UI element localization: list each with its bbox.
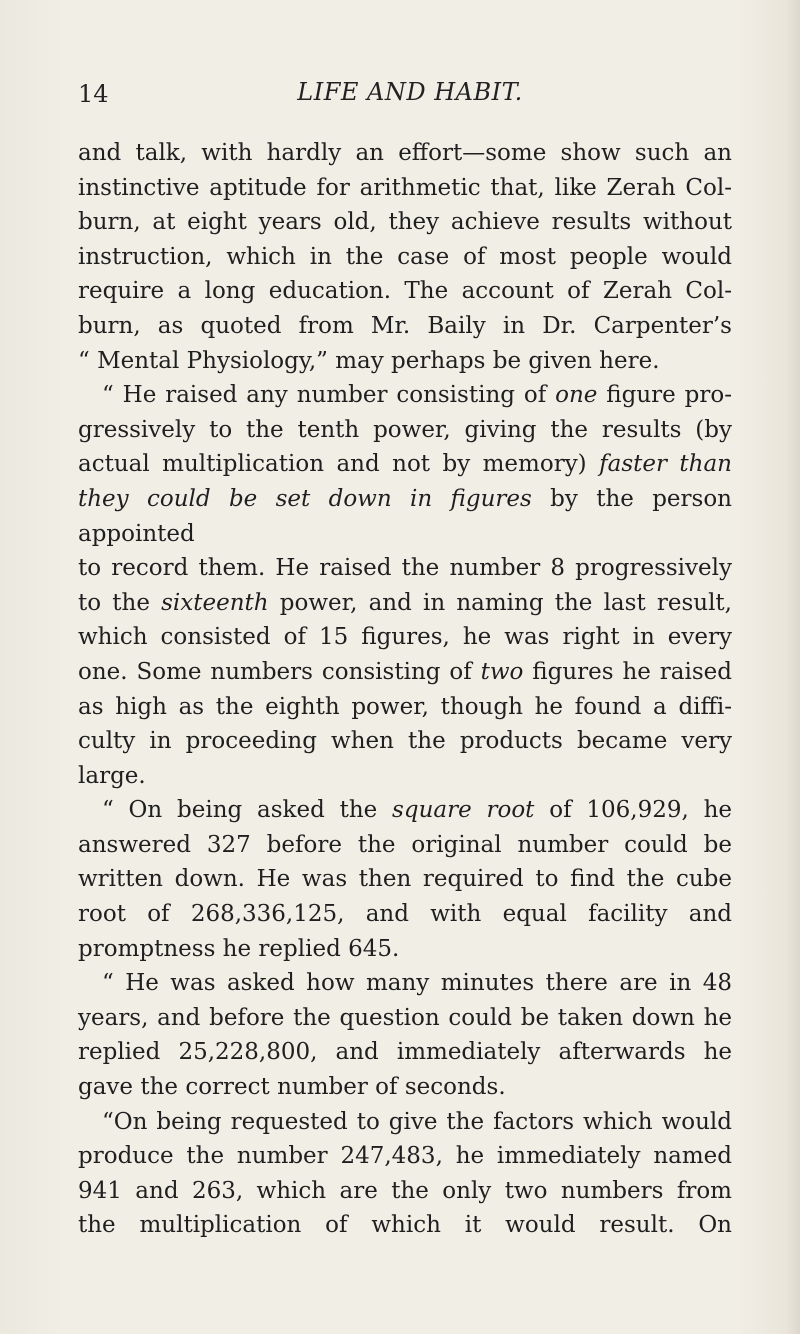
text-line: gave the correct number of seconds. [78, 1074, 506, 1101]
emphasis: sixteenth [161, 589, 269, 616]
page-header [78, 78, 732, 112]
page-number: 14 [78, 80, 109, 108]
running-title: LIFE AND HABIT. [297, 78, 523, 106]
text-line: culty in proceeding when the products became very [78, 728, 732, 755]
text-line: “ He raised any number consisting of one figure pro- [102, 382, 732, 409]
emphasis: square root [392, 797, 535, 824]
text-line: to the sixteenth power, and in naming the last result, [78, 589, 732, 616]
text-line: actual multiplication and not by memory) faster than [78, 451, 732, 478]
text-line: years, and before the question could be taken down he [78, 1004, 732, 1031]
text-line: as high as the eighth power, though he found a diffi- [78, 693, 732, 720]
text-line: “ On being asked the square root of 106,929, he [102, 797, 733, 824]
text-line: written down. He was then required to find the cube [78, 866, 732, 893]
text-line: promptness he replied 645. [78, 935, 400, 962]
emphasis: faster than [599, 451, 732, 478]
page-edge-shadow [786, 0, 800, 1334]
text-line: to record them. He raised the number 8 progressively [78, 555, 732, 582]
text-line: one. Some numbers consisting of two figures he raised [78, 658, 732, 685]
text-line: “ He was asked how many minutes there are in 48 [102, 970, 732, 997]
text-line: burn, as quoted from Mr. Baily in Dr. Carpenter’s [78, 312, 732, 339]
emphasis: they could be set down in figures [78, 485, 532, 512]
text-line: produce the number 247,483, he immediately named [78, 1143, 732, 1170]
text-line: instinctive aptitude for arithmetic that, like Zerah Col- [78, 174, 732, 201]
text-line: answered 327 before the original number could be [78, 831, 732, 858]
text-line: “ Mental Physiology,” may perhaps be given here. [78, 347, 660, 374]
body-text [78, 136, 732, 1243]
emphasis: two [480, 658, 524, 685]
text-line: root of 268,336,125, and with equal facility and [78, 901, 732, 928]
text-line: gressively to the tenth power, giving the results (by [78, 416, 732, 443]
text-line: large. [78, 762, 146, 789]
text-line: burn, at eight years old, they achieve results without [78, 209, 732, 236]
text-line: “On being requested to give the factors which would [102, 1108, 732, 1135]
text-line: replied 25,228,800, and immediately afterwards he [78, 1039, 732, 1066]
text-line: which consisted of 15 figures, he was right in every [78, 624, 732, 651]
text-line: 941 and 263, which are the only two numbers from [78, 1177, 732, 1204]
text-line: require a long education. The account of Zerah Col- [78, 278, 732, 305]
text-line: the multiplication of which it would result. On [78, 1212, 732, 1239]
text-line: instruction, which in the case of most people would [78, 243, 732, 270]
emphasis: one [555, 382, 598, 409]
text-line: and talk, with hardly an effort—some show such an [78, 140, 732, 166]
text-line: they could be set down in figures by the person appointed [78, 485, 732, 547]
